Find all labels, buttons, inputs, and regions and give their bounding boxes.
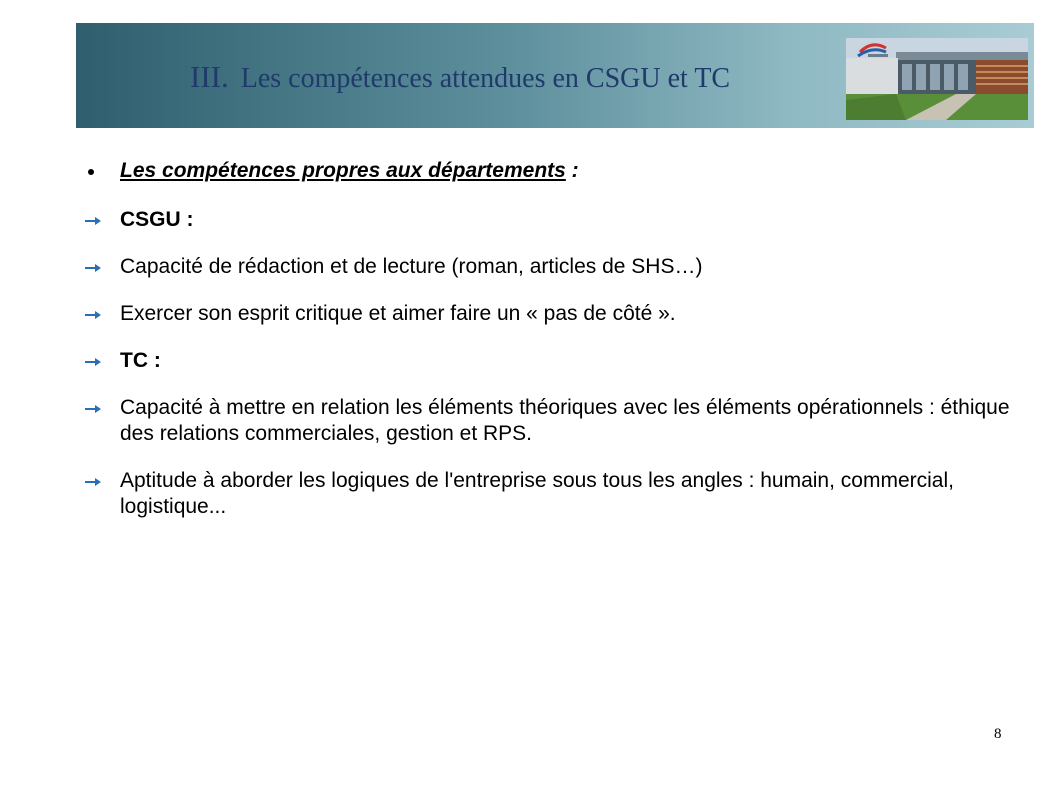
- title-number: III.: [190, 59, 229, 94]
- arrow-bullet-icon: [85, 310, 101, 320]
- page-number: 8: [994, 726, 1002, 742]
- list-item-text: Aptitude à aborder les logiques de l'entreprise sous tous les angles : humain, commercial, logistique...: [120, 469, 954, 518]
- section-heading: Les compétences propres aux départements :: [120, 159, 579, 182]
- building-illustration: [846, 38, 1028, 120]
- list-item-text: TC :: [120, 349, 161, 372]
- list-item: [85, 395, 1025, 447]
- campus-building-photo: [846, 38, 1028, 120]
- list-item: [85, 254, 1025, 280]
- section-heading-item: [85, 158, 1025, 184]
- arrow-bullet-icon: [85, 263, 101, 273]
- list-item-text: Capacité de rédaction et de lecture (roman, articles de SHS…): [120, 255, 703, 278]
- list-item: [85, 468, 1025, 520]
- list-item-text: Capacité à mettre en relation les éléments théoriques avec les éléments opérationnels : éthique des relations commerciales, gestion et RPS.: [120, 396, 1010, 445]
- list-item-csgu: [85, 207, 1025, 233]
- slide-title: [190, 60, 730, 96]
- list-item-text: CSGU :: [120, 208, 194, 231]
- list-item-tc: [85, 348, 1025, 374]
- arrow-bullet-icon: [85, 477, 101, 487]
- bullet-list: [85, 158, 1025, 541]
- arrow-bullet-icon: [85, 357, 101, 367]
- round-bullet-icon: [88, 169, 94, 175]
- arrow-bullet-icon: [85, 216, 101, 226]
- list-item-text: Exercer son esprit critique et aimer faire un « pas de côté ».: [120, 302, 676, 325]
- title-text: Les compétences attendues en CSGU et TC: [240, 63, 731, 94]
- arrow-bullet-icon: [85, 404, 101, 414]
- list-item: [85, 301, 1025, 327]
